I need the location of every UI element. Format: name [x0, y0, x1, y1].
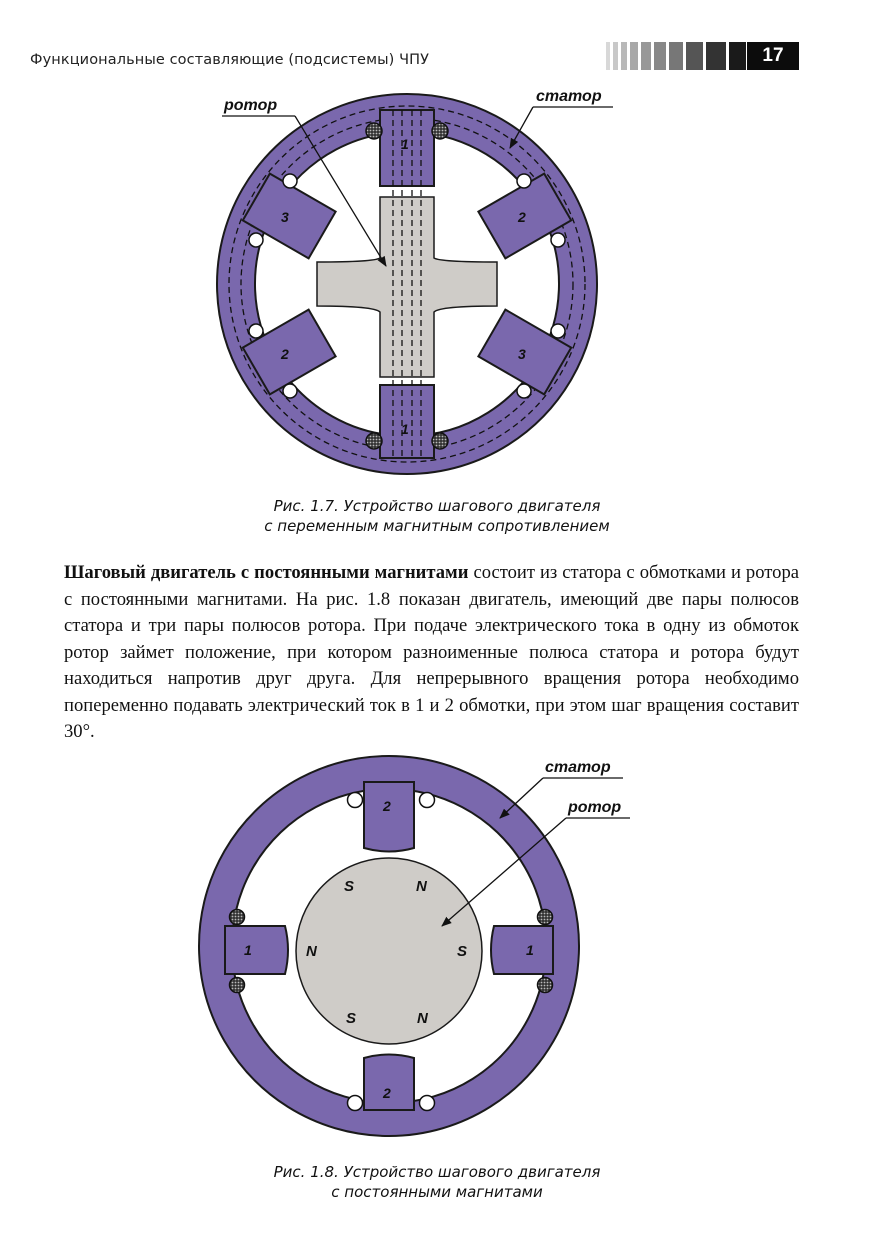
pole-number-upper-left: 3 [281, 209, 289, 225]
pole-number-top-fig-1-8: 2 [383, 798, 391, 814]
pole-number-lower-right: 3 [518, 346, 526, 362]
pole-number-upper-right: 2 [518, 209, 526, 225]
stator-pole-top-fig-1-8 [364, 782, 414, 852]
rotor-magnet-pole: S [457, 943, 468, 960]
rotor-magnet-pole: S [346, 1010, 357, 1027]
label-rotor-fig-1-7: ротор [224, 97, 278, 114]
label-rotor-fig-1-8: ротор [568, 799, 622, 816]
rotor-magnet-pole: S [344, 878, 355, 895]
label-stator-fig-1-7: статор [536, 88, 602, 105]
paragraph-text: состоит из статора с обмотками и ротора с постоянными магнитами. На рис. 1.8 показан двигатель, имеющий две пары полюсов статора и три пары полюсов ротора. При подаче электрического тока в одну из обмоток ротор займет положение, при котором разноименные полюса статора и ротора будут находиться напротив друг друга. Для непрерывного вращения ротора необходимо попеременно подавать электрический ток в 1 и 2 обмотки, при этом шаг вращения составит 30°. [64, 562, 799, 742]
pole-number-bottom-fig-1-8: 2 [383, 1085, 391, 1101]
pole-number-lower-left: 2 [281, 346, 289, 362]
caption-line: с постоянными магнитами [331, 1183, 543, 1201]
label-stator-fig-1-8: статор [545, 759, 611, 776]
pole-number-right-fig-1-8: 1 [526, 942, 534, 958]
caption-line: Рис. 1.8. Устройство шагового двигателя [273, 1163, 601, 1181]
pole-number-left-fig-1-8: 1 [244, 942, 252, 958]
page-number: 17 [747, 42, 799, 70]
figure-1-8-caption [0, 1162, 874, 1202]
rotor-magnet-pole: N [417, 1010, 428, 1027]
stator-pole-left-fig-1-8 [225, 926, 288, 974]
pole-number-bottom: 1 [401, 421, 409, 437]
pole-number-top: 1 [401, 136, 409, 152]
running-header: Функциональные составляющие (подсистемы) ЧПУ [30, 52, 430, 68]
rotor-disc [296, 858, 482, 1044]
caption-line: Рис. 1.7. Устройство шагового двигателя [273, 497, 601, 515]
rotor-magnet-pole: N [306, 943, 317, 960]
stator-pole-right-fig-1-8 [491, 926, 553, 974]
caption-line: с переменным магнитным сопротивлением [264, 517, 610, 535]
rotor-magnet-pole: N [416, 878, 427, 895]
stator-pole-bottom-fig-1-8 [364, 1055, 414, 1111]
paragraph-bold-lead: Шаговый двигатель с постоянными магнитами [64, 562, 469, 583]
